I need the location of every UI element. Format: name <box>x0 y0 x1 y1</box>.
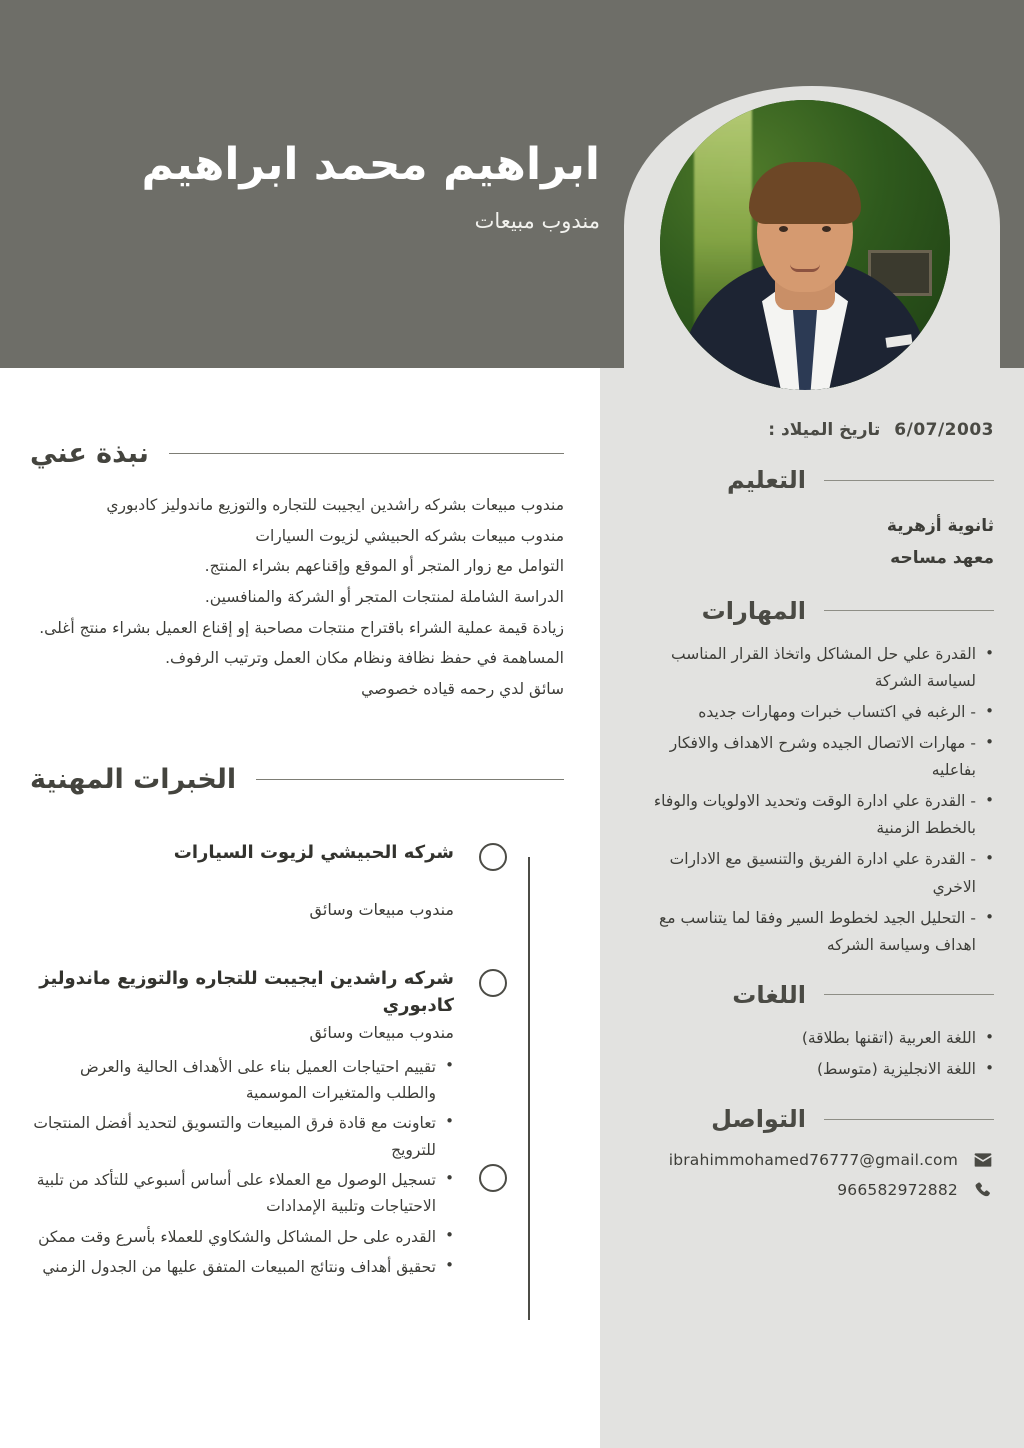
languages-heading-label: اللغات <box>732 980 806 1009</box>
about-paragraph: زيادة قيمة عملية الشراء باقتراح منتجات مصاحبة إو إقناع العميل بشراء منتج أغلى. <box>39 618 564 637</box>
timeline-dot <box>479 843 507 871</box>
avatar <box>660 100 950 390</box>
experience-heading <box>0 764 600 795</box>
list-item: • تحقيق أهداف ونتائج المبيعات المتفق عليها من الجدول الزمني <box>30 1254 454 1280</box>
education-heading <box>626 466 994 494</box>
timeline-dot <box>479 969 507 997</box>
list-item: • القدرة علي حل المشاكل واتخاذ القرار المناسب لسياسة الشركة <box>626 641 994 695</box>
dob-value: 6/07/2003 <box>894 420 994 440</box>
date-of-birth <box>626 420 994 440</box>
experience-role: مندوب مبيعات وسائق <box>309 899 454 919</box>
list-item <box>30 900 564 919</box>
skills-list <box>626 641 994 959</box>
photo-eye-right <box>822 226 831 232</box>
divider <box>169 453 564 454</box>
list-item <box>30 965 564 1281</box>
list-item <box>30 839 564 866</box>
list-item: • - القدرة علي ادارة الوقت وتحديد الاولويات والوفاء بالخطط الزمنية <box>626 788 994 842</box>
skills-heading-label: المهارات <box>701 596 806 625</box>
divider <box>824 610 994 611</box>
sidebar-content <box>600 420 1024 1209</box>
list-item: • القدره على حل المشاكل والشكاوي للعملاء بأسرع وقت ممكن <box>30 1224 454 1250</box>
education-heading-label: التعليم <box>727 466 806 494</box>
header-text <box>40 140 600 233</box>
about-paragraph: مندوب مبيعات بشركه راشدين ايجيبت للتجاره والتوزيع ماندوليز كادبوري <box>106 496 564 514</box>
about-heading-label: نبذة عني <box>30 438 149 469</box>
envelope-icon <box>972 1149 994 1171</box>
divider <box>824 1119 994 1120</box>
experience-heading-label: الخبرات المهنية <box>30 763 237 795</box>
contact-phone-text[interactable]: 966582972882 <box>837 1181 958 1200</box>
list-item: • اللغة العربية (اتقنها بطلاقة) <box>626 1025 994 1052</box>
education-line-2: معهد مساحه <box>890 548 994 569</box>
list-item: • - التحليل الجيد لخطوط السير وفقا لما يتناسب مع اهداف وسياسة الشركه <box>626 905 994 959</box>
about-heading <box>0 438 600 469</box>
contact-phone-row[interactable] <box>626 1179 994 1201</box>
contact-heading <box>626 1105 994 1133</box>
experience-timeline <box>0 839 600 1355</box>
experience-bullets <box>30 1054 454 1281</box>
list-item: • - الرغبه في اكتساب خبرات ومهارات جديده <box>626 699 994 726</box>
page-title: ابراهيم محمد ابراهيم <box>141 139 600 190</box>
about-paragraph: مندوب مبيعات بشركه الحبيشي لزيوت السيارات <box>255 526 564 545</box>
education-line-1: ثانوية أزهرية <box>886 516 994 536</box>
list-item: • تسجيل الوصول مع العملاء على أساس أسبوعي للتأكد من تلبية الاحتياجات وتلبية الإمدادات <box>30 1167 454 1220</box>
about-text <box>0 469 600 704</box>
list-item: • - القدرة علي ادارة الفريق والتنسيق مع الادارات الاخري <box>626 846 994 900</box>
dob-label: تاريخ الميلاد : <box>768 420 881 440</box>
contact-heading-label: التواصل <box>711 1105 806 1134</box>
experience-title: شركه الحبيشي لزيوت السيارات <box>173 841 454 863</box>
photo-eye-left <box>779 226 788 232</box>
phone-icon <box>972 1179 994 1201</box>
experience-title: شركه راشدين ايجيبت للتجاره والتوزيع ماندوليز كادبوري <box>39 967 454 1016</box>
about-paragraph: المساهمة في حفظ نظافة ونظام مكان العمل وترتيب الرفوف. <box>165 649 564 668</box>
about-paragraph: سائق لدي رحمه قياده خصوصي <box>361 680 564 699</box>
list-item: • - مهارات الاتصال الجيده وشرح الاهداف والافكار بفاعليه <box>626 730 994 784</box>
photo-hair <box>749 162 861 224</box>
main-content <box>0 368 600 1354</box>
divider <box>256 779 564 780</box>
list-item: • اللغة الانجليزية (متوسط) <box>626 1056 994 1083</box>
about-paragraph: التوامل مع زوار المتجر أو الموقع وإقناعهم بشراء المنتج. <box>204 557 564 576</box>
contact-email-row[interactable] <box>626 1149 994 1171</box>
contact-email-text[interactable]: ibrahimmohamed76777@gmail.com <box>668 1151 958 1170</box>
divider <box>824 480 994 481</box>
job-title: مندوب مبيعات <box>474 208 600 233</box>
experience-role: مندوب مبيعات وسائق <box>309 1022 454 1042</box>
languages-heading <box>626 981 994 1009</box>
languages-list <box>626 1025 994 1083</box>
skills-heading <box>626 597 994 625</box>
list-item: • تعاونت مع قادة فرق المبيعات والتسويق لتحديد أفضل المنتجات للترويج <box>30 1110 454 1163</box>
photo-mouth <box>790 264 820 272</box>
list-item: • تقييم احتياجات العميل بناء على الأهداف الحالية والعرض والطلب والمتغيرات الموسمية <box>30 1054 454 1107</box>
divider <box>824 994 994 995</box>
about-paragraph: الدراسة الشاملة لمنتجات المتجر أو الشركة والمنافسين. <box>204 588 564 607</box>
